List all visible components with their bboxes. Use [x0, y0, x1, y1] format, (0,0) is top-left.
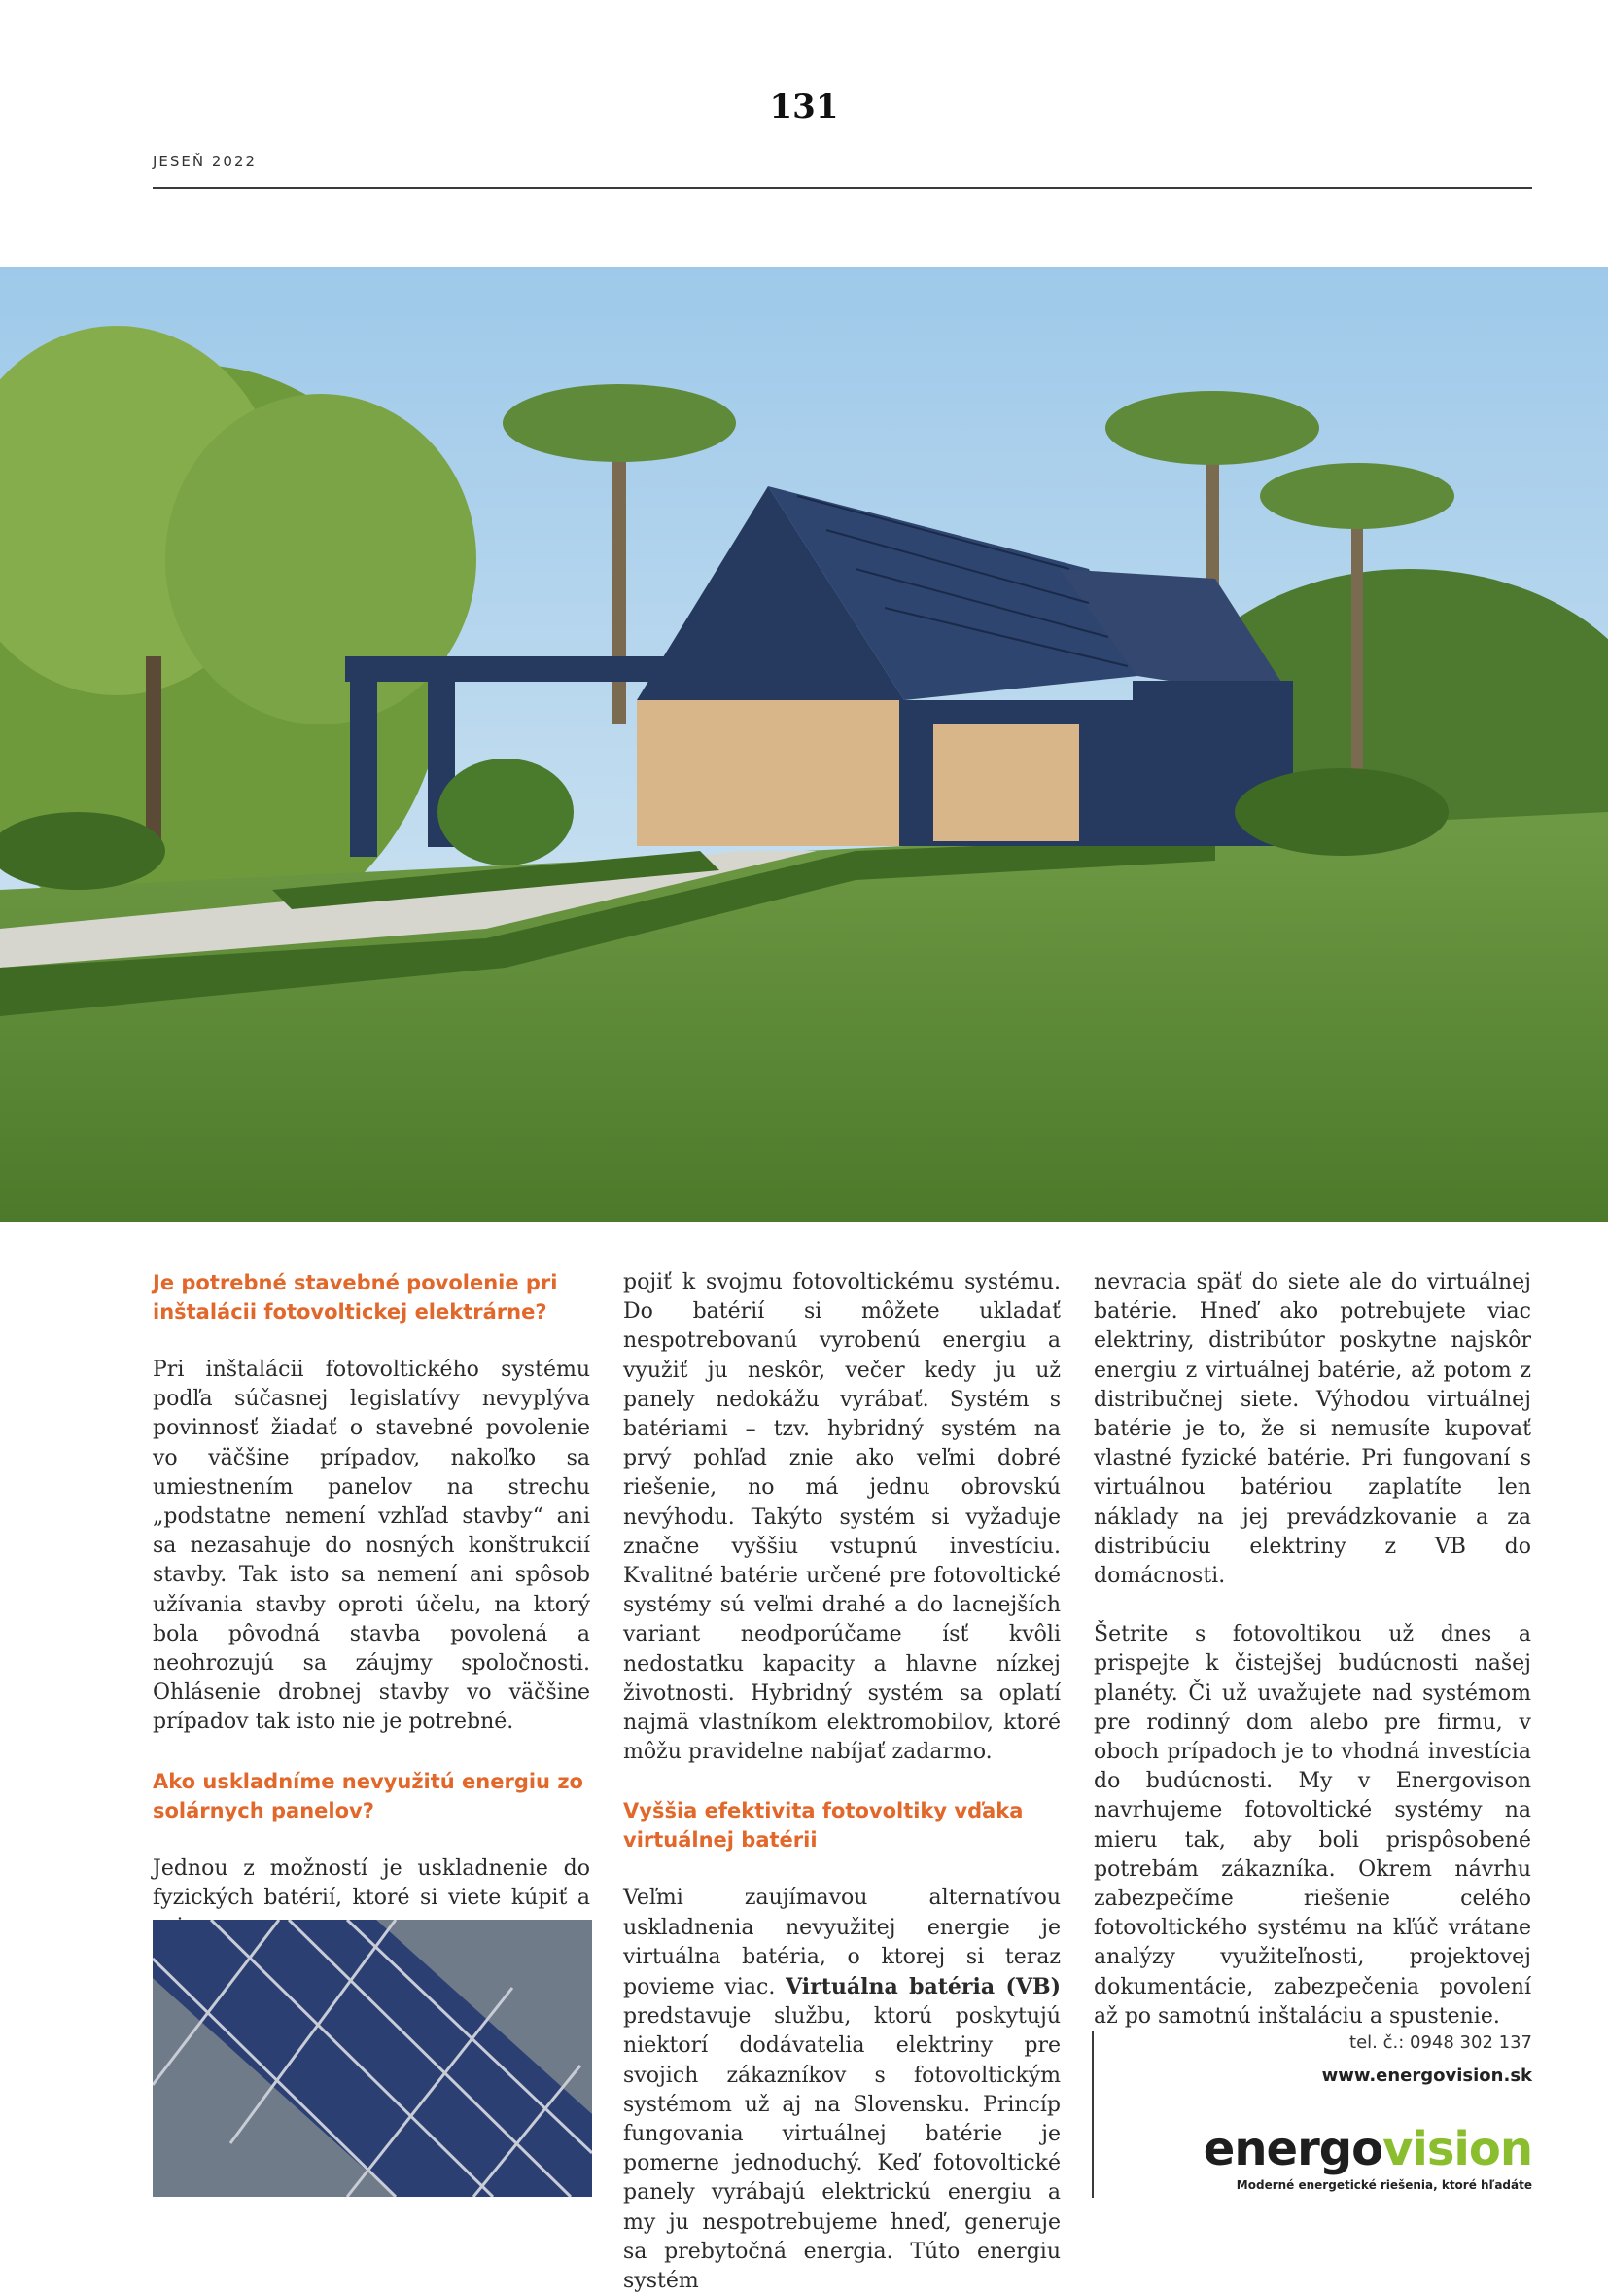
phone-number: tel. č.: 0948 302 137 — [1349, 2032, 1532, 2053]
paragraph-hybrid: pojiť k svojmu fotovoltickému systému. Do batérií si môžete ukladať nespotrebovanú vyrobenú energiu a využiť ju neskôr, večer kedy ju už panely nedokážu vyrábať. Systém s batériami – tzv. hybridný systém na prvý pohľad znie ako veľmi dobré riešenie, no má jednu obrovskú nevýhodu. Takýto systém si vyžaduje značne vyššiu vstupnú investíciu. Kvalitné batérie určené pre fotovoltické systémy sú veľmi drahé a do lacnejších variant neodporúčame ísť kvôli nedostatku kapacity a hlavne nízkej životnosti. Hybridný systém sa oplatí najmä vlastníkom elektromobilov, ktoré môžu pravidelne nabíjať zadarmo. — [623, 1270, 1061, 1765]
article-column-2 — [623, 1268, 1061, 2296]
paragraph-virtual-battery — [623, 1884, 1061, 2296]
article-column-1 — [153, 1268, 590, 1942]
vb-term: Virtuálna batéria (VB) — [786, 1974, 1061, 2000]
logo-wordmark — [1204, 2124, 1532, 2174]
logo-word-vision: vision — [1382, 2122, 1532, 2176]
vb-text-start: Veľmi zaujímavou alternatívou uskladnenia nevyužitej energie je virtuálna batéria, o ktorej si teraz povieme viac. — [623, 1886, 1061, 2000]
website-link[interactable]: www.energovision.sk — [1321, 2066, 1532, 2086]
contact-divider — [1092, 2031, 1094, 2198]
header-divider — [153, 187, 1532, 189]
paragraph-call-to-action: Šetrite s fotovoltikou už dnes a prispejte k čistejšej budúcnosti našej planéty. Či už uvažujete nad systémom pre rodinný dom alebo pre firmu, v oboch prípadoch je to vhodná investícia do budúcnosti. My v Energovison navrhujeme fotovoltické systémy na mieru tak, aby boli prispôsobené potrebám zákazníka. Okrem návrhu zabezpečíme riešenie celého fotovoltického systému na kľúč vrátane analýzy využiteľnosti, projektovej dokumentácie, zabezpečenia povolení až po samotnú inštaláciu a spustenie. — [1094, 1622, 1531, 2029]
logo-tagline: Moderné energetické riešenia, ktoré hľadáte — [1236, 2178, 1532, 2192]
issue-label: JESEŇ 2022 — [153, 153, 258, 170]
page-number: 131 — [769, 88, 839, 126]
section-heading-permit: Je potrebné stavebné povolenie pri inštalácii fotovoltickej elektrárne? — [153, 1271, 558, 1324]
contact-block — [1322, 2027, 1532, 2093]
paragraph-permit: Pri inštalácii fotovoltického systému podľa súčasnej legislatívy nevyplýva povinnosť žiadať o stavebné povolenie vo väčšine prípadov, nakoľko sa umiestnením panelov na strechu „podstatne nemení vzhľad stavby“ ani sa nezasahuje do nosných konštrukcií stavby. Tak isto sa nemení ani spôsob užívania stavby oproti účelu, na ktorý bola pôvodná stavba povolená a neohrozujú sa záujmy spoločnosti. Ohlásenie drobnej stavby vo väčšine prípadov tak isto nie je potrebné. — [153, 1358, 590, 1735]
section-heading-storage: Ako uskladníme nevyužitú energiu zo solárnych panelov? — [153, 1769, 583, 1822]
energovision-logo — [1204, 2124, 1532, 2192]
vb-text-end: predstavuje službu, ktorú poskytujú niektorí dodávatelia elektriny pre svojich zákazníkov s fotovoltickým systémom už aj na Slovensku. Princíp fungovania virtuálnej batérie je pomerne jednoduchý. Keď fotovoltické panely vyrábajú elektrickú energiu a my ju nespotrebujeme hneď, generuje sa prebytočná energia. Túto energiu systém — [623, 2004, 1061, 2294]
logo-word-energo: energo — [1203, 2122, 1383, 2176]
paragraph-vb-benefits: nevracia späť do siete ale do virtuálnej batérie. Hneď ako potrebujete viac elektriny, distribútor poskytne najskôr energiu z virtuálnej batérie, až potom z distribučnej siete. Výhodou virtuálnej batérie je to, že si nemusíte kupovať vlastné fyzické batérie. Pri fungovaní s virtuálnou batériou zaplatíte len náklady na jej prevádzkovanie a za distribúciu elektriny z VB do domácnosti. — [1094, 1270, 1531, 1589]
section-heading-virtual-battery: Vyššia efektivita fotovoltiky vďaka virtuálnej batérii — [623, 1799, 1024, 1853]
article-column-3 — [1094, 1268, 1531, 2031]
paragraph-storage: Jednou z možností je uskladnenie do fyzických batérií, ktoré si viete kúpiť a — [153, 1855, 590, 1910]
solar-panels-photo — [153, 1920, 592, 2197]
house-illustration — [0, 267, 1608, 1222]
hero-photo — [0, 267, 1608, 1222]
solar-panels-illustration — [153, 1920, 592, 2197]
